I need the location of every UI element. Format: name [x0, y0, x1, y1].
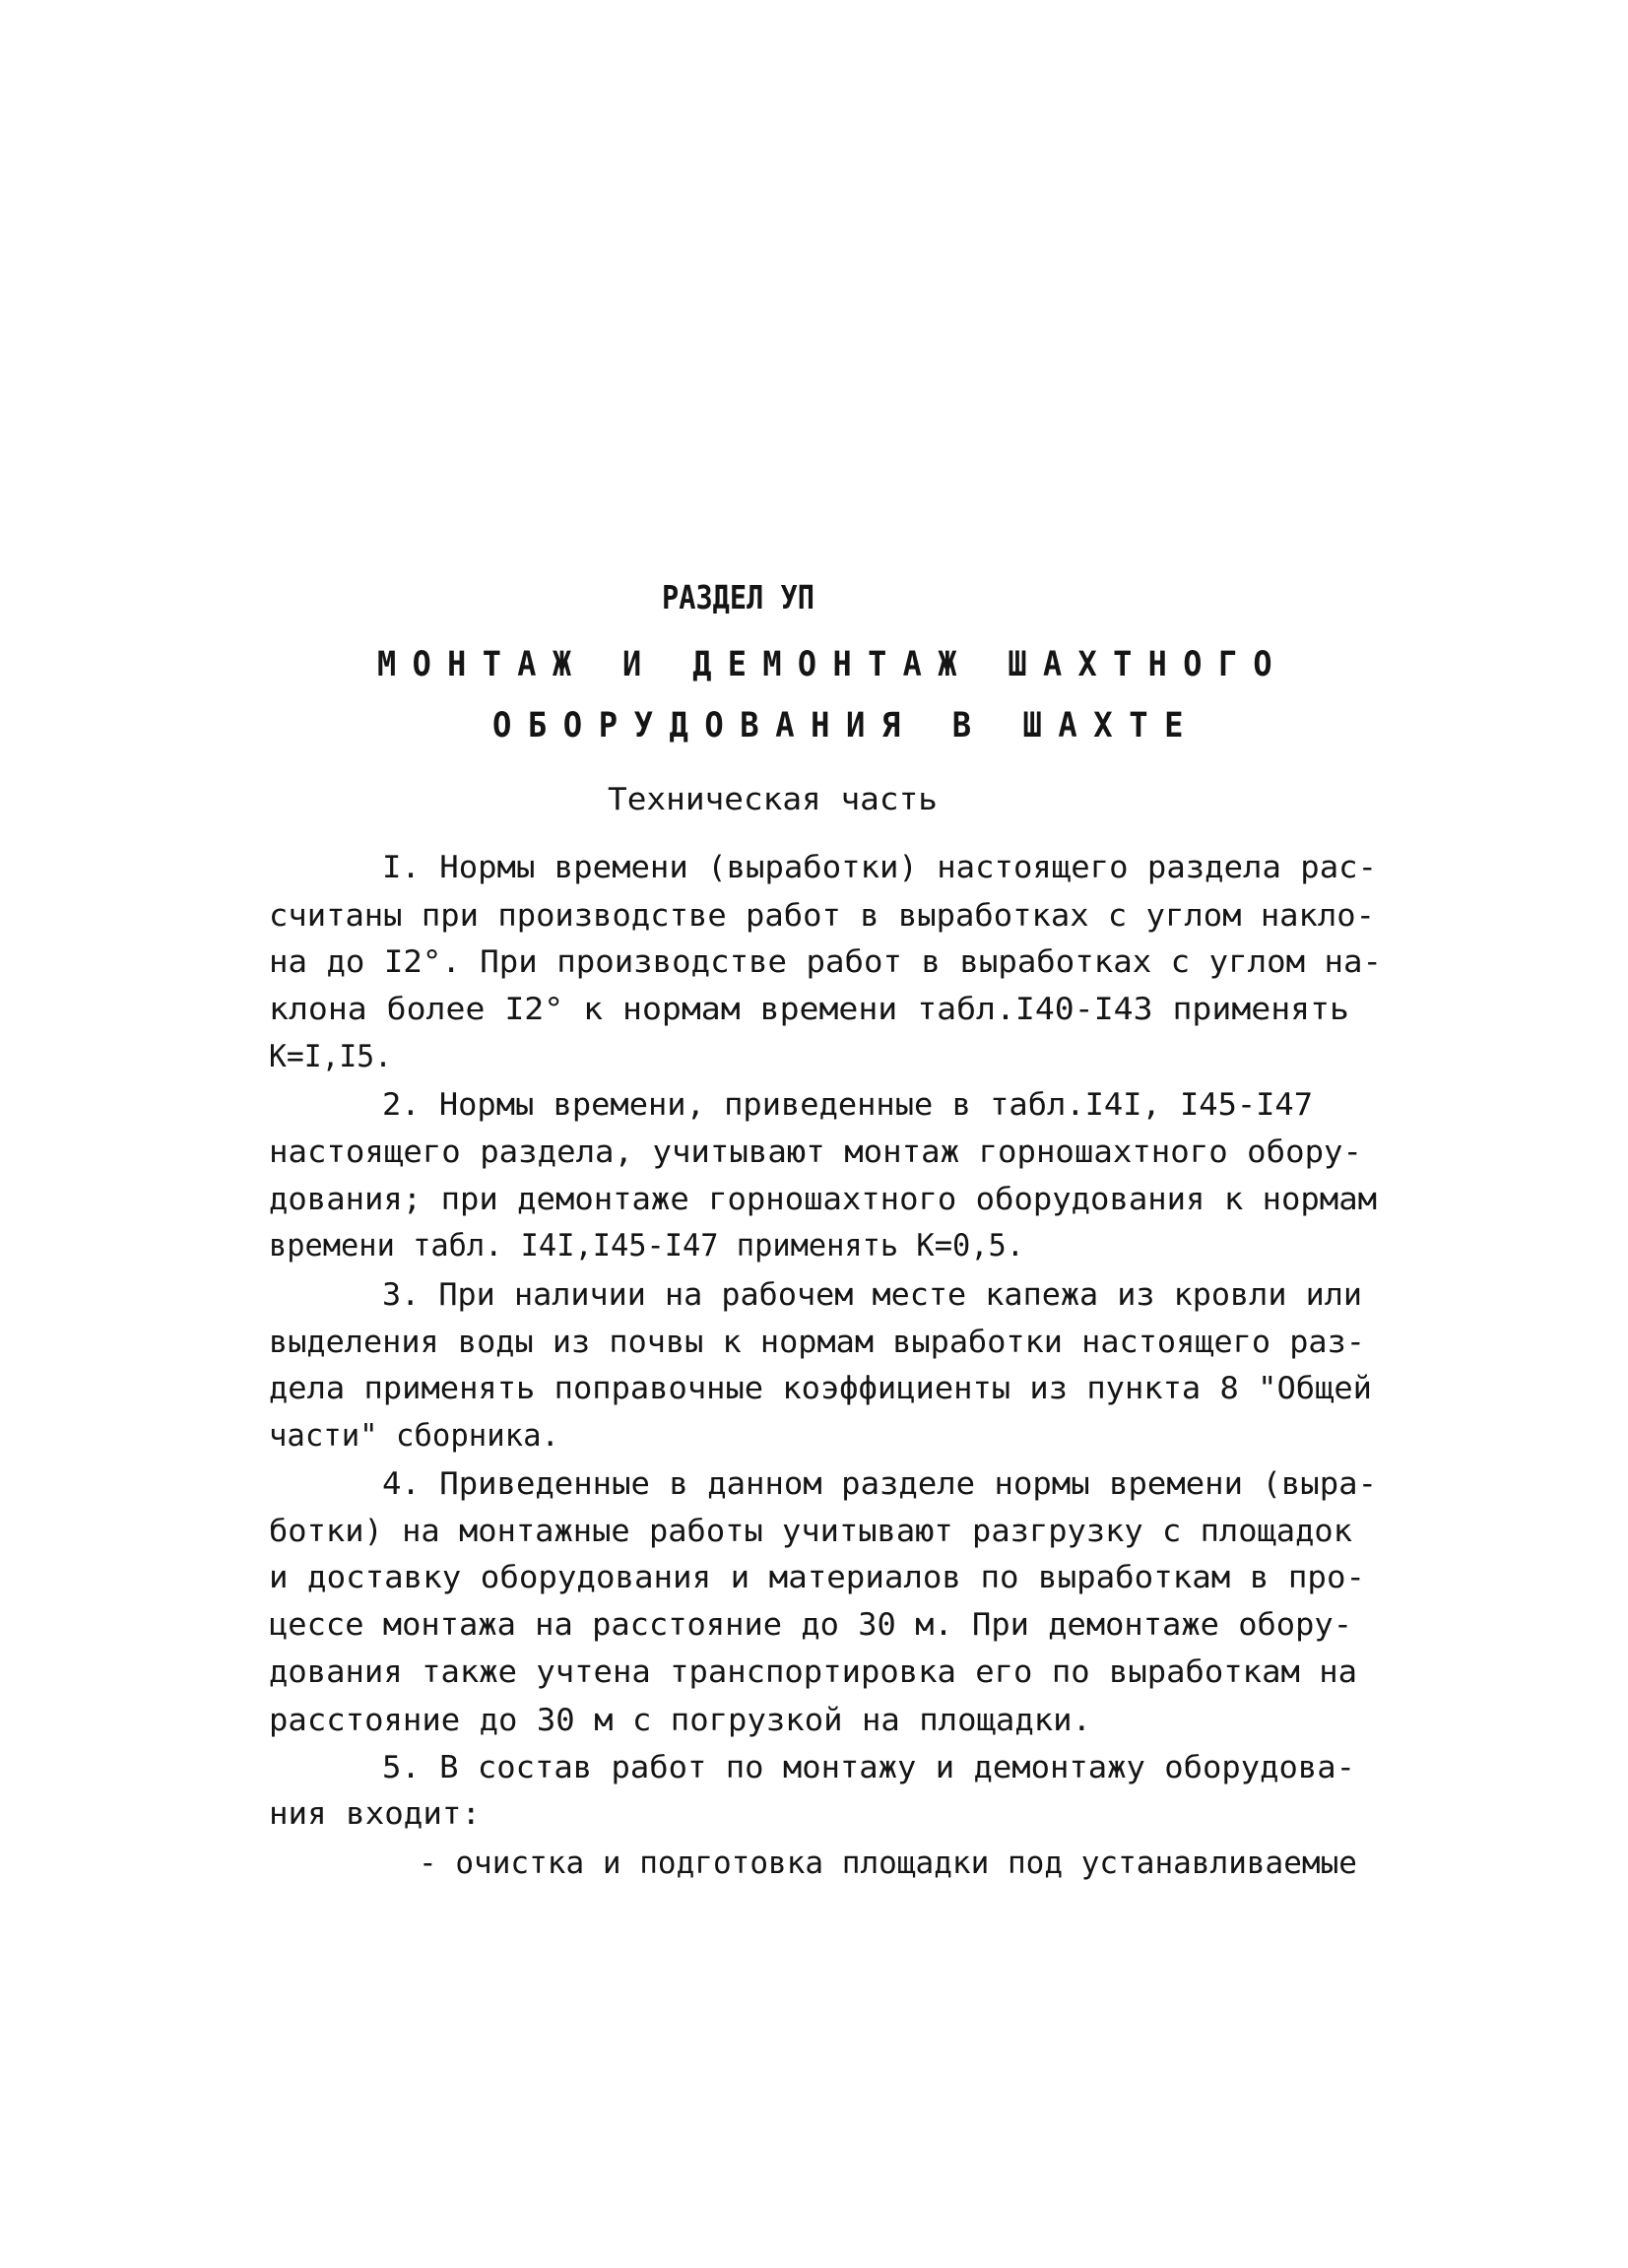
paragraph-line: дела применять поправочные коэффициенты из пункта 8 "Общей: [269, 1371, 1372, 1406]
paragraph-line: К=I,I5.: [269, 1039, 392, 1074]
technical-part-subtitle: Техническая часть: [608, 782, 938, 817]
paragraph-line: - очистка и подготовка площадки под устанавливаемые: [419, 1846, 1357, 1881]
paragraph-line: настоящего раздела, учитывают монтаж горношахтного обору-: [269, 1134, 1362, 1170]
paragraph-line: расстояние до 30 м с погрузкой на площадки.: [269, 1703, 1091, 1738]
paragraph-line: ния входит:: [269, 1796, 481, 1832]
paragraph-line: цессе монтажа на расстояние до 30 м. При демонтаже обору-: [269, 1607, 1352, 1643]
paragraph-line: считаны при производстве работ в выработках с углом накло-: [269, 898, 1375, 934]
paragraph-line: выделения воды из почвы к нормам выработки настоящего раз-: [269, 1325, 1365, 1360]
paragraph-line: дования также учтена транспортировка его по выработкам на: [269, 1654, 1357, 1690]
heading-line-2: ОБОРУДОВАНИЯ В ШАХТЕ: [492, 706, 1200, 745]
paragraph-line: клона более I2° к нормам времени табл.I40-I43 применять: [269, 992, 1349, 1027]
paragraph-line: времени табл. I4I,I45-I47 применять К=0,5.: [269, 1228, 1024, 1264]
section-title: РАЗДЕЛ УП: [662, 578, 814, 616]
paragraph-line: на до I2°. При производстве работ в выработках с углом на-: [269, 944, 1382, 980]
paragraph-line: 2. Нормы времени, приведенные в табл.I4I, I45-I47: [382, 1087, 1313, 1123]
heading-line-1: МОНТАЖ И ДЕМОНТАЖ ШАХТНОГО: [377, 645, 1288, 684]
paragraph-line: ботки) на монтажные работы учитывают разгрузку с площадок: [269, 1514, 1352, 1549]
paragraph-line: 5. В состав работ по монтажу и демонтажу оборудова-: [382, 1750, 1355, 1785]
paragraph-line: 4. Приведенные в данном разделе нормы времени (выра-: [382, 1466, 1377, 1502]
paragraph-line: дования; при демонтаже горношахтного оборудования к нормам: [269, 1182, 1377, 1217]
paragraph-line: I. Нормы времени (выработки) настоящего раздела рас-: [382, 850, 1377, 885]
paragraph-line: и доставку оборудования и материалов по выработкам в про-: [269, 1560, 1365, 1595]
paragraph-line: части" сборника.: [269, 1418, 559, 1454]
paragraph-line: 3. При наличии на рабочем месте капежа из кровли или: [382, 1277, 1362, 1313]
